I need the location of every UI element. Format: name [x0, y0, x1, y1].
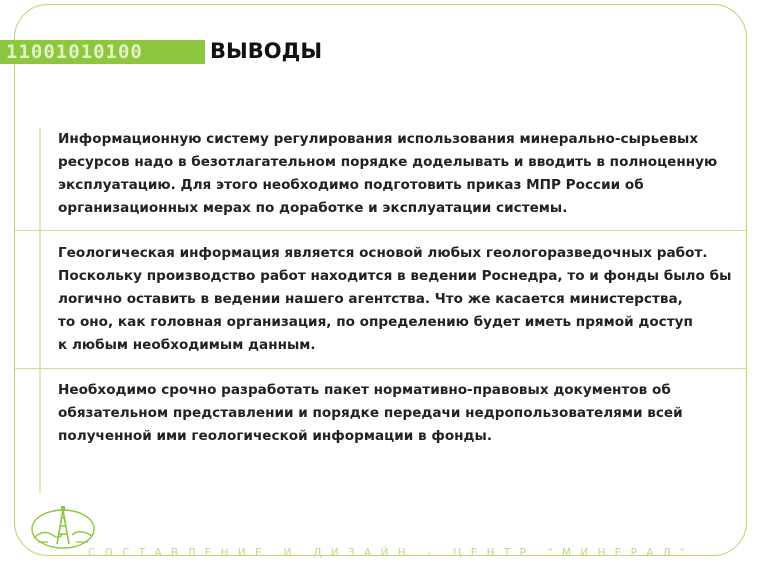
- paragraph-line: полученной ими геологической информации в фонды.: [58, 428, 492, 444]
- horizontal-divider-2: [14, 368, 747, 369]
- paragraph-line: Поскольку производство работ находится в ведении Роснедра, то и фонды было бы: [58, 268, 732, 284]
- paragraph-line: организационных мерах по доработке и эксплуатации системы.: [58, 200, 568, 216]
- paragraph-line: Информационную систему регулирования использования минерально-сырьевых: [58, 131, 699, 147]
- paragraph-line: эксплуатацию. Для этого необходимо подготовить приказ МПР России об: [58, 177, 644, 193]
- horizontal-divider-1: [14, 230, 747, 231]
- paragraph-1: [58, 128, 717, 220]
- paragraph-line: логично оставить в ведении нашего агентства. Что же касается министерства,: [58, 291, 683, 307]
- vertical-divider: [39, 128, 41, 493]
- derrick-rig-logo-icon: [28, 502, 98, 552]
- paragraph-line: ресурсов надо в безотлагательном порядке доделывать и вводить в полноценную: [58, 154, 718, 170]
- footer-credit: СОСТАВЛЕНИЕ И ДИЗАЙН - ЦЕНТР "МИНЕРАЛ": [88, 547, 695, 559]
- binary-code-decoration: 11001010100: [6, 41, 143, 63]
- paragraph-line: к любым необходимым данным.: [58, 337, 316, 353]
- paragraph-line: то оно, как головная организация, по определению будет иметь прямой доступ: [58, 314, 693, 330]
- paragraph-line: обязательном представлении и порядке передачи недропользователями всей: [58, 405, 683, 421]
- slide-title: ВЫВОДЫ: [210, 39, 323, 63]
- paragraph-3: [58, 379, 683, 448]
- paragraph-line: Геологическая информация является основой любых геологоразведочных работ.: [58, 245, 708, 261]
- paragraph-2: [58, 242, 731, 357]
- paragraph-line: Необходимо срочно разработать пакет нормативно-правовых документов об: [58, 382, 671, 398]
